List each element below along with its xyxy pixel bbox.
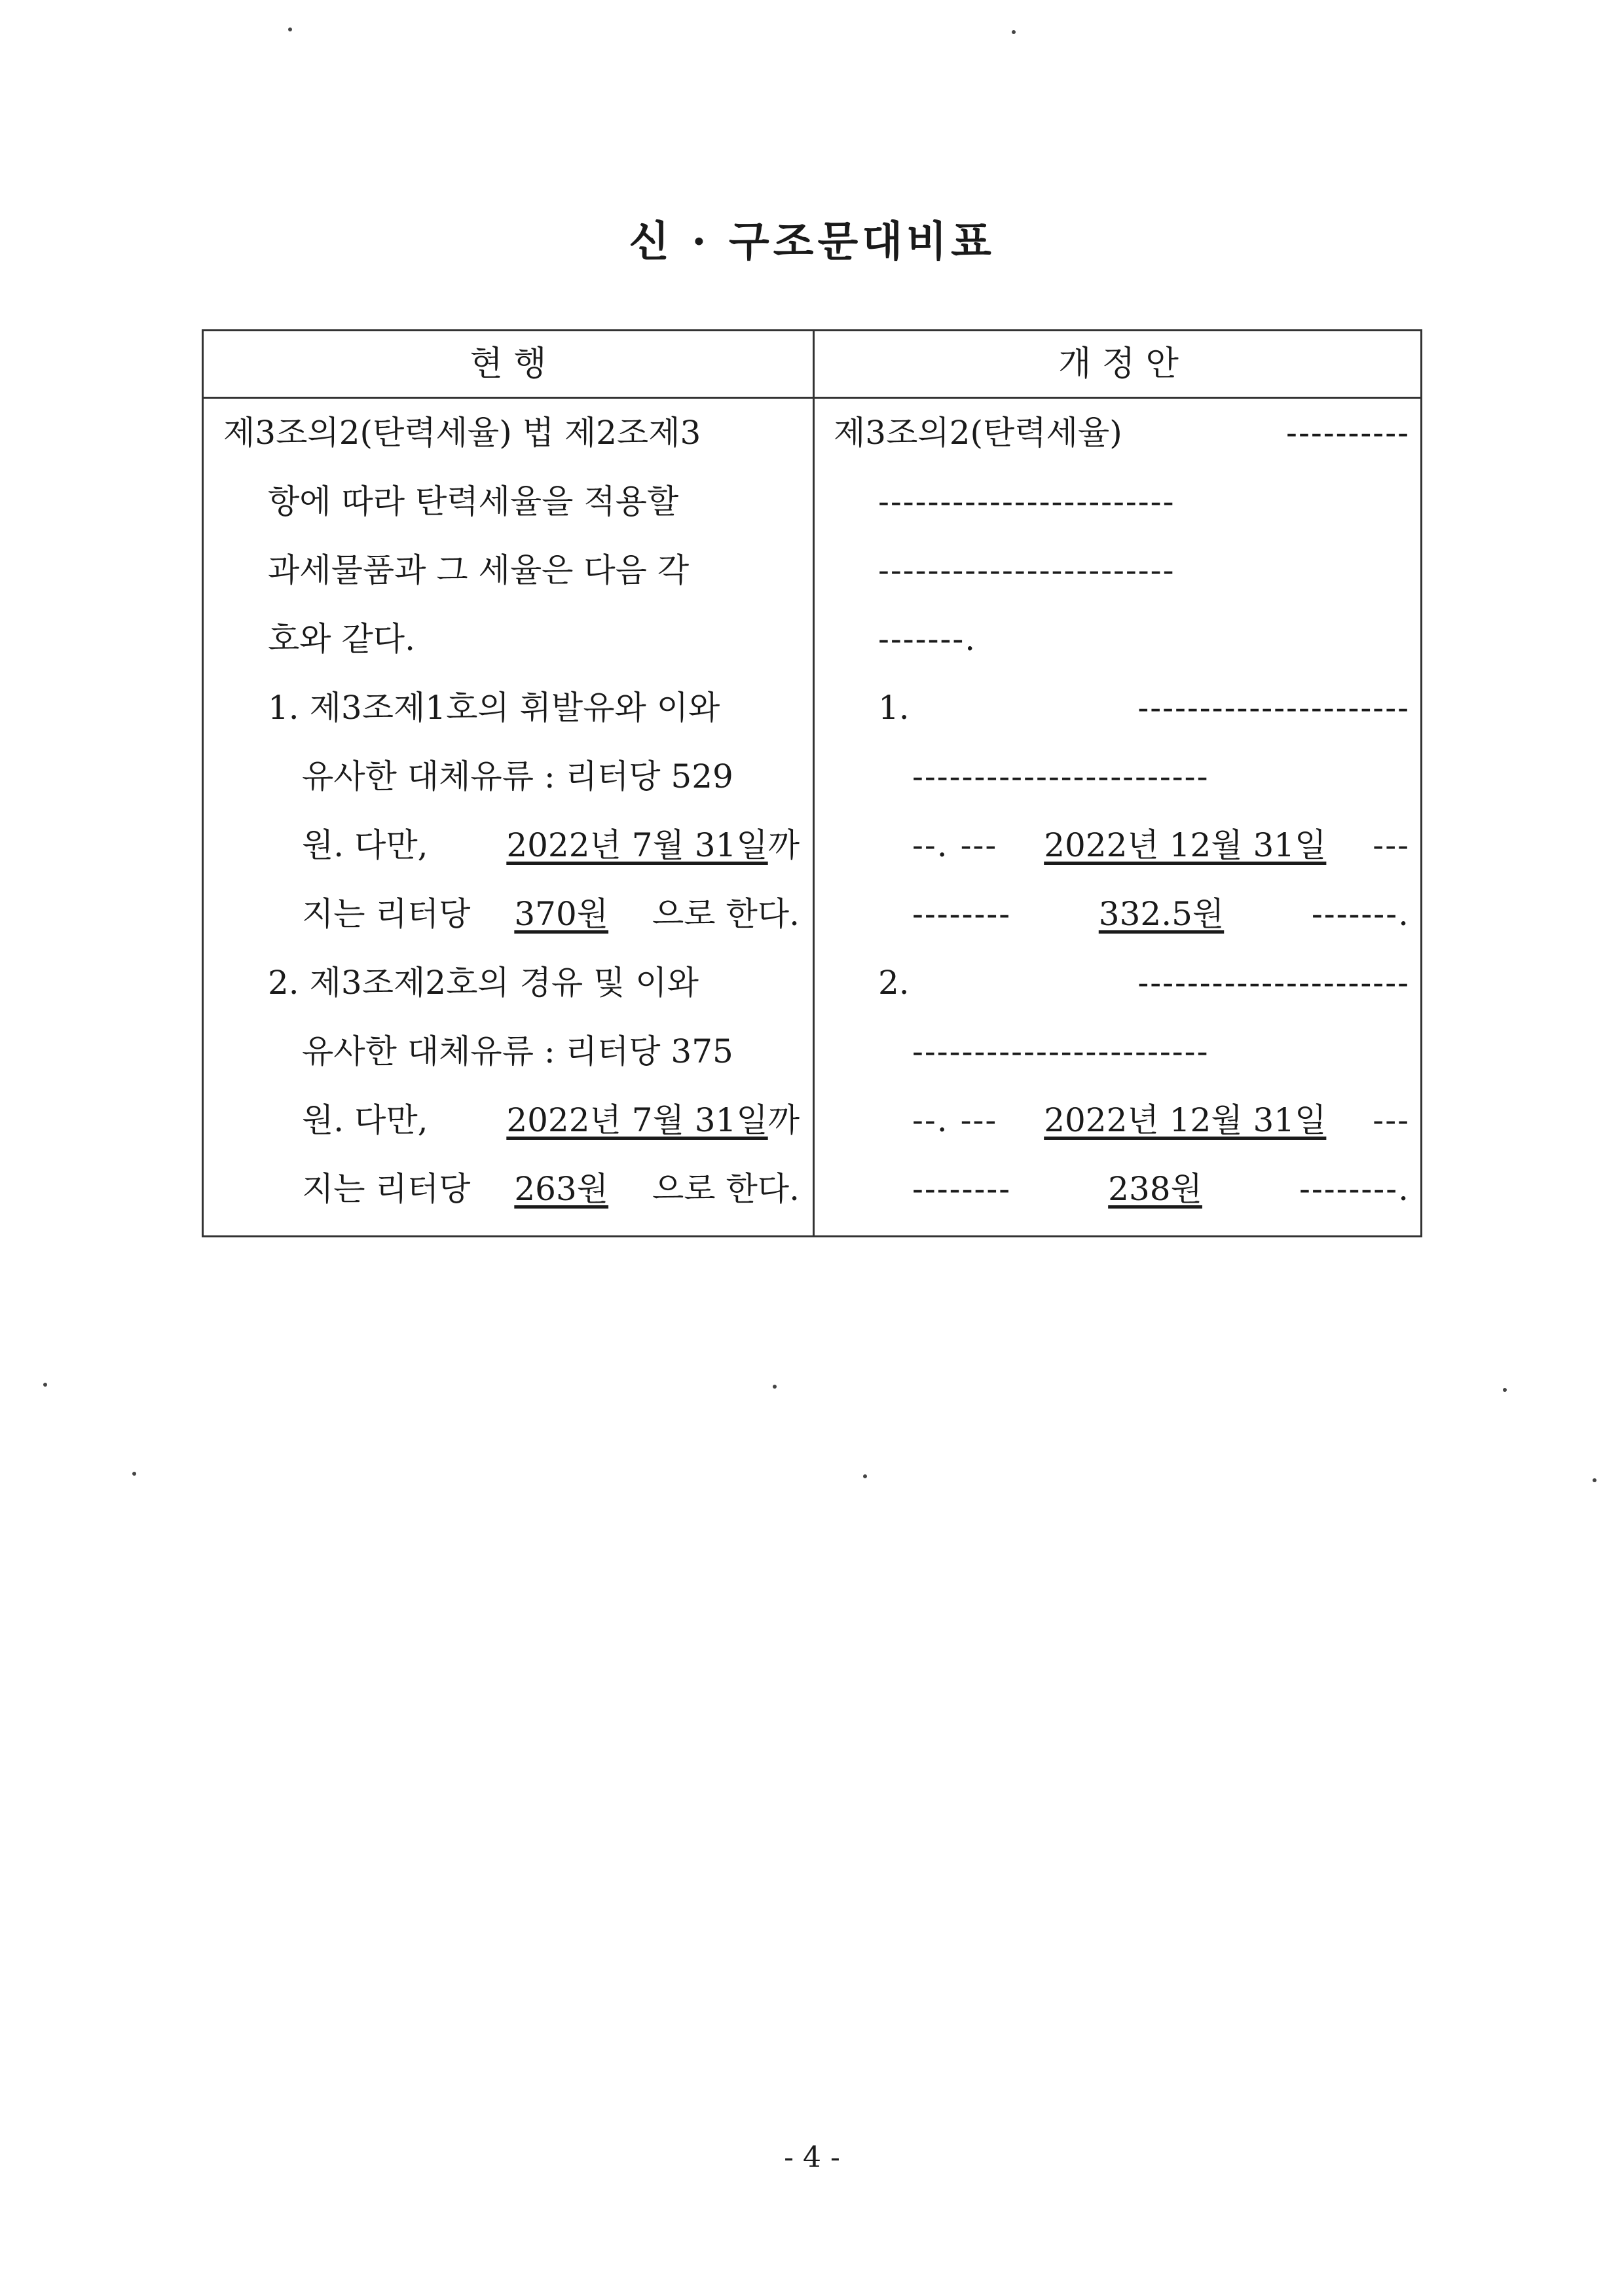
- column-divider: [813, 331, 815, 1235]
- underlined-date: 2022년 12월 31일: [1044, 1101, 1327, 1139]
- current-line: 제3조의2(탄력세율) 법 제2조제3: [223, 414, 701, 452]
- current-text-column: [223, 399, 800, 1224]
- underlined-amount: 332.5원: [1098, 895, 1225, 933]
- revised-line: -------.: [878, 620, 977, 658]
- underlined-amount: 370원: [514, 895, 609, 933]
- header-revised: 개 정 안: [1058, 344, 1179, 384]
- revised-line: [834, 1017, 1410, 1086]
- current-line: 호와 같다.: [268, 620, 415, 658]
- scan-speck: [132, 1472, 136, 1476]
- underlined-date: 2022년 7월 31일: [506, 826, 768, 864]
- current-line: 원. 다만, 2022년 7월 31일까: [302, 826, 800, 864]
- table-header-row: [204, 331, 1420, 399]
- current-line: 유사한 대체유류 : 리터당 375: [302, 1032, 733, 1070]
- current-line: 2. 제3조제2호의 경유 및 이와: [268, 964, 699, 1002]
- current-line: 항에 따라 탄력세율을 적용할: [268, 483, 679, 520]
- scan-speck: [773, 1385, 777, 1389]
- current-line: 1. 제3조제1호의 휘발유와 이와: [268, 689, 720, 727]
- revised-line: -------- 238원 --------.: [834, 1155, 1410, 1224]
- underlined-amount: 238원: [1108, 1170, 1202, 1208]
- revised-line: --. --- 2022년 12월 31일 ---: [834, 1086, 1410, 1155]
- revised-dash-fill: ------------------------: [912, 1032, 1209, 1070]
- current-line: 유사한 대체유류 : 리터당 529: [302, 757, 733, 795]
- revised-line: 1. ----------------------: [878, 689, 1410, 727]
- scan-speck: [1593, 1478, 1596, 1482]
- page-number: - 4 -: [784, 2141, 840, 2174]
- revised-line: ------------------------: [878, 551, 1175, 589]
- revised-line: ------------------------: [912, 757, 1209, 795]
- current-line: 과세물품과 그 세율은 다음 각: [268, 551, 690, 589]
- scan-speck: [1503, 1388, 1507, 1392]
- scan-speck: [43, 1383, 47, 1387]
- revised-line: --. --- 2022년 12월 31일 ---: [834, 811, 1410, 880]
- scan-speck: [1012, 30, 1016, 34]
- underlined-amount: 263원: [514, 1170, 609, 1208]
- revised-line: 2. ----------------------: [878, 964, 1410, 1002]
- comparison-table: [202, 329, 1422, 1237]
- revised-line: -------- 332.5원 -------.: [834, 880, 1410, 949]
- header-current: 현 행: [470, 344, 547, 384]
- underlined-date: 2022년 7월 31일: [506, 1101, 768, 1139]
- scan-speck: [288, 27, 292, 31]
- current-line: 원. 다만, 2022년 7월 31일까: [302, 1101, 800, 1139]
- revised-line: ------------------------: [878, 483, 1175, 520]
- document-title: 신 · 구조문대비표: [629, 217, 995, 266]
- underlined-date: 2022년 12월 31일: [1044, 826, 1327, 864]
- current-line: 지는 리터당 370원 으로 한다.: [223, 880, 800, 949]
- revised-line: 제3조의2(탄력세율) ----------: [834, 414, 1410, 452]
- current-line: 지는 리터당 263원 으로 한다.: [223, 1155, 800, 1224]
- revised-text-column: [834, 399, 1410, 1224]
- scan-speck: [863, 1474, 867, 1478]
